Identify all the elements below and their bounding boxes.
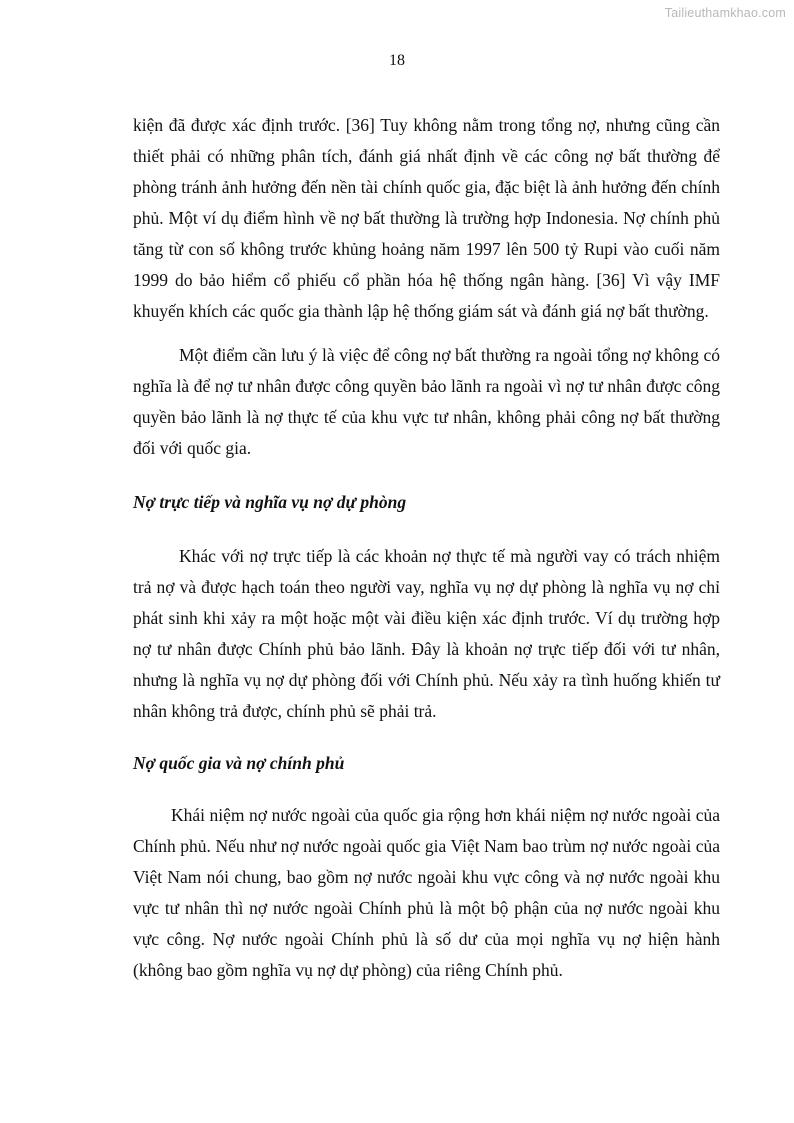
section-heading-national-debt: Nợ quốc gia và nợ chính phủ: [133, 753, 345, 773]
section-heading-direct-debt: Nợ trực tiếp và nghĩa vụ nợ dự phòng: [133, 492, 407, 512]
document-body: [133, 110, 720, 986]
watermark: Tailieuthamkhao.com: [664, 6, 786, 20]
paragraph-2: Một điểm cần lưu ý là việc để công nợ bất thường ra ngoài tổng nợ không có nghĩa là để nợ tư nhân được công quyền bảo lãnh ra ngoài vì nợ tư nhân được công quyền bảo lãnh là nợ thực tế của khu vực tư nhân, không phải công nợ bất thường đối với quốc gia.: [133, 345, 720, 458]
paragraph-3: Khác với nợ trực tiếp là các khoản nợ thực tế mà người vay có trách nhiệm trả nợ và được hạch toán theo người vay, nghĩa vụ nợ dự phòng là nghĩa vụ nợ chỉ phát sinh khi xảy ra một hoặc một vài điều kiện xác định trước. Ví dụ trường hợp nợ tư nhân được Chính phủ bảo lãnh. Đây là khoản nợ trực tiếp đối với tư nhân, nhưng là nghĩa vụ nợ dự phòng đối với Chính phủ. Nếu xảy ra tình huống khiến tư nhân không trả được, chính phủ sẽ phải trả.: [133, 546, 720, 721]
paragraph-1: kiện đã được xác định trước. [36] Tuy không nằm trong tổng nợ, nhưng cũng cần thiết phải có những phân tích, đánh giá nhất định về các công nợ bất thường để phòng tránh ảnh hưởng đến nền tài chính quốc gia, đặc biệt là ảnh hưởng đến chính phủ. Một ví dụ điểm hình về nợ bất thường là trường hợp Indonesia. Nợ chính phủ tăng từ con số không trước khủng hoảng năm 1997 lên 500 tỷ Rupi vào cuối năm 1999 do bảo hiểm cổ phiếu cổ phần hóa hệ thống ngân hàng. [36] Vì vậy IMF khuyến khích các quốc gia thành lập hệ thống giám sát và đánh giá nợ bất thường.: [133, 115, 720, 321]
page-number: 18: [389, 52, 405, 69]
paragraph-4: Khái niệm nợ nước ngoài của quốc gia rộng hơn khái niệm nợ nước ngoài của Chính phủ. Nếu như nợ nước ngoài quốc gia Việt Nam bao trùm nợ nước ngoài của Việt Nam nói chung, bao gồm nợ nước ngoài khu vực công và nợ nước ngoài khu vực tư nhân thì nợ nước ngoài Chính phủ là một bộ phận của nợ nước ngoài khu vực công. Nợ nước ngoài Chính phủ là số dư của mọi nghĩa vụ nợ hiện hành (không bao gồm nghĩa vụ nợ dự phòng) của riêng Chính phủ.: [133, 805, 720, 980]
